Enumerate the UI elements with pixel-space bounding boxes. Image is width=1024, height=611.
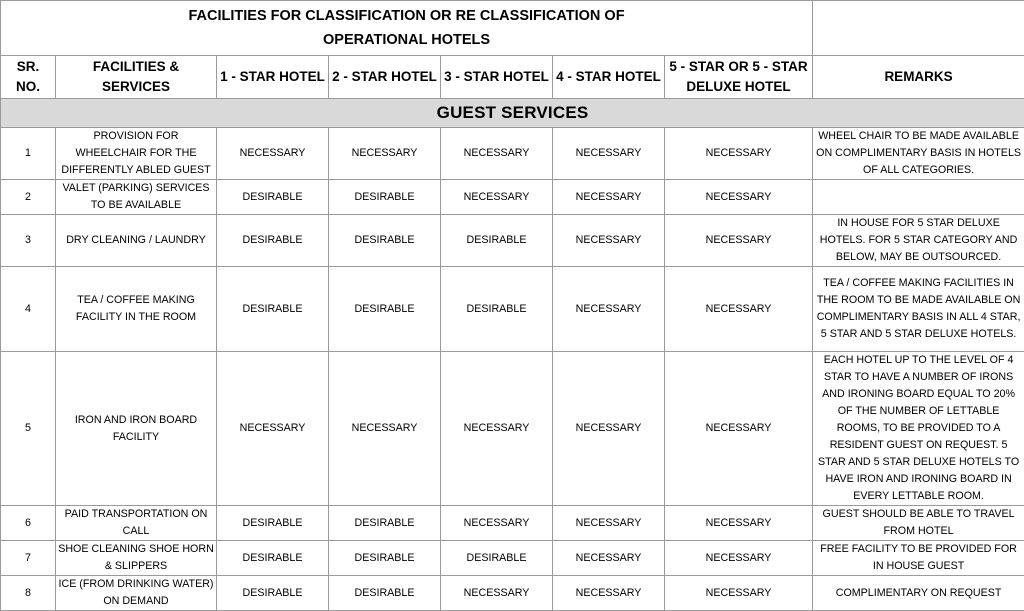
star4-cell: NECESSARY — [553, 506, 665, 541]
title-row — [1, 1, 1024, 56]
star1-cell: DESIRABLE — [217, 267, 329, 352]
star1-cell: DESIRABLE — [217, 576, 329, 611]
sr-no-cell: 3 — [1, 215, 56, 267]
star1-cell: NECESSARY — [217, 352, 329, 506]
remarks-cell — [813, 180, 1024, 215]
star2-cell: DESIRABLE — [329, 267, 441, 352]
sr-no-cell: 7 — [1, 541, 56, 576]
table-row — [1, 506, 1024, 541]
star1-cell: DESIRABLE — [217, 215, 329, 267]
header-3-star: 3 - STAR HOTEL — [441, 56, 553, 99]
star5-cell: NECESSARY — [665, 506, 813, 541]
sr-no-cell: 6 — [1, 506, 56, 541]
section-title: GUEST SERVICES — [1, 99, 1024, 128]
header-2-star: 2 - STAR HOTEL — [329, 56, 441, 99]
title-line-2: OPERATIONAL HOTELS — [3, 28, 810, 52]
star1-cell: DESIRABLE — [217, 541, 329, 576]
star2-cell: DESIRABLE — [329, 541, 441, 576]
star1-cell: NECESSARY — [217, 128, 329, 180]
star2-cell: DESIRABLE — [329, 576, 441, 611]
table-row — [1, 576, 1024, 611]
facility-cell: TEA / COFFEE MAKING FACILITY IN THE ROOM — [56, 267, 217, 352]
remarks-cell: TEA / COFFEE MAKING FACILITIES IN THE ROOM TO BE MADE AVAILABLE ON COMPLIMENTARY BASIS IN ALL 4 STAR, 5 STAR AND 5 STAR DELUXE HOTELS. — [813, 267, 1024, 352]
table-row — [1, 215, 1024, 267]
star5-cell: NECESSARY — [665, 180, 813, 215]
star1-cell: DESIRABLE — [217, 506, 329, 541]
star4-cell: NECESSARY — [553, 576, 665, 611]
star4-cell: NECESSARY — [553, 180, 665, 215]
star4-cell: NECESSARY — [553, 352, 665, 506]
sr-no-cell: 4 — [1, 267, 56, 352]
table-row — [1, 267, 1024, 352]
star3-cell: DESIRABLE — [441, 541, 553, 576]
star5-cell: NECESSARY — [665, 576, 813, 611]
header-sr-no: SR. NO. — [1, 56, 56, 99]
remarks-cell: FREE FACILITY TO BE PROVIDED FOR IN HOUSE GUEST — [813, 541, 1024, 576]
remarks-cell: GUEST SHOULD BE ABLE TO TRAVEL FROM HOTEL — [813, 506, 1024, 541]
table-row — [1, 541, 1024, 576]
star2-cell: DESIRABLE — [329, 180, 441, 215]
header-facilities: FACILITIES & SERVICES — [56, 56, 217, 99]
remarks-cell: EACH HOTEL UP TO THE LEVEL OF 4 STAR TO HAVE A NUMBER OF IRONS AND IRONING BOARD EQUAL TO 20% OF THE NUMBER OF LETTABLE ROOMS, TO BE PROVIDED TO A RESIDENT GUEST ON REQUEST. 5 STAR AND 5 STAR DELUXE HOTELS TO HAVE IRON AND IRONING BOARD IN EVERY LETTABLE ROOM. — [813, 352, 1024, 506]
header-5-star: 5 - STAR OR 5 - STAR DELUXE HOTEL — [665, 56, 813, 99]
table-row — [1, 352, 1024, 506]
star3-cell: DESIRABLE — [441, 267, 553, 352]
facility-cell: DRY CLEANING / LAUNDRY — [56, 215, 217, 267]
sr-no-cell: 2 — [1, 180, 56, 215]
star3-cell: NECESSARY — [441, 506, 553, 541]
star2-cell: NECESSARY — [329, 128, 441, 180]
star5-cell: NECESSARY — [665, 541, 813, 576]
star1-cell: DESIRABLE — [217, 180, 329, 215]
star4-cell: NECESSARY — [553, 128, 665, 180]
table-row — [1, 180, 1024, 215]
star3-cell: NECESSARY — [441, 180, 553, 215]
header-4-star: 4 - STAR HOTEL — [553, 56, 665, 99]
star4-cell: NECESSARY — [553, 541, 665, 576]
sr-no-cell: 1 — [1, 128, 56, 180]
sr-no-cell: 8 — [1, 576, 56, 611]
star2-cell: DESIRABLE — [329, 215, 441, 267]
title-blank-cell — [813, 1, 1024, 56]
sr-no-cell: 5 — [1, 352, 56, 506]
star4-cell: NECESSARY — [553, 267, 665, 352]
star3-cell: NECESSARY — [441, 128, 553, 180]
remarks-cell: WHEEL CHAIR TO BE MADE AVAILABLE ON COMPLIMENTARY BASIS IN HOTELS OF ALL CATEGORIES. — [813, 128, 1024, 180]
facility-cell: PAID TRANSPORTATION ON CALL — [56, 506, 217, 541]
star2-cell: DESIRABLE — [329, 506, 441, 541]
star2-cell: NECESSARY — [329, 352, 441, 506]
table-row — [1, 128, 1024, 180]
star4-cell: NECESSARY — [553, 215, 665, 267]
star3-cell: DESIRABLE — [441, 215, 553, 267]
star5-cell: NECESSARY — [665, 267, 813, 352]
document-title — [1, 1, 813, 56]
star3-cell: NECESSARY — [441, 352, 553, 506]
facility-cell: IRON AND IRON BOARD FACILITY — [56, 352, 217, 506]
remarks-cell: IN HOUSE FOR 5 STAR DELUXE HOTELS. FOR 5 STAR CATEGORY AND BELOW, MAY BE OUTSOURCED. — [813, 215, 1024, 267]
facility-cell: VALET (PARKING) SERVICES TO BE AVAILABLE — [56, 180, 217, 215]
section-row — [1, 99, 1024, 128]
facility-cell: ICE (FROM DRINKING WATER) ON DEMAND — [56, 576, 217, 611]
star5-cell: NECESSARY — [665, 352, 813, 506]
header-remarks: REMARKS — [813, 56, 1024, 99]
header-1-star: 1 - STAR HOTEL — [217, 56, 329, 99]
star3-cell: NECESSARY — [441, 576, 553, 611]
star5-cell: NECESSARY — [665, 128, 813, 180]
facility-cell: SHOE CLEANING SHOE HORN & SLIPPERS — [56, 541, 217, 576]
header-row — [1, 56, 1024, 99]
remarks-cell: COMPLIMENTARY ON REQUEST — [813, 576, 1024, 611]
title-line-1: FACILITIES FOR CLASSIFICATION OR RE CLASSIFICATION OF — [3, 4, 810, 28]
facility-cell: PROVISION FOR WHEELCHAIR FOR THE DIFFERENTLY ABLED GUEST — [56, 128, 217, 180]
star5-cell: NECESSARY — [665, 215, 813, 267]
